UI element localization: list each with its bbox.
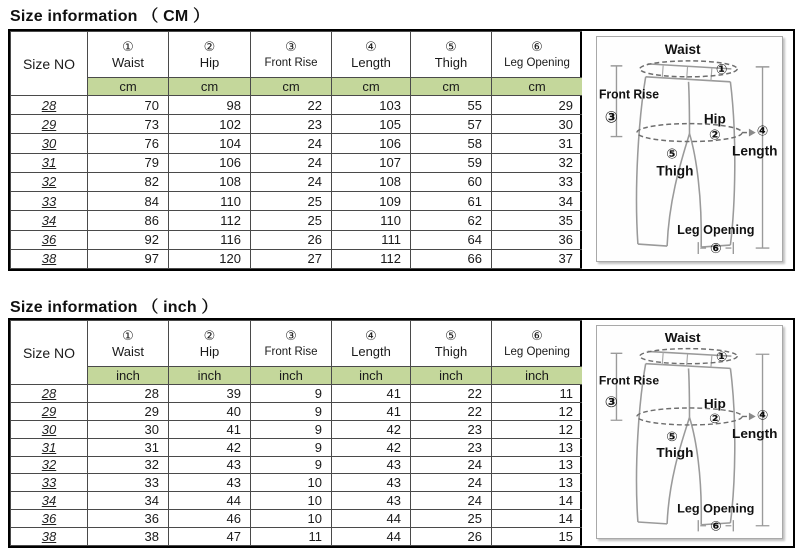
value-cell: 22 [411,402,492,420]
value-cell: 24 [411,456,492,474]
value-cell: 9 [251,420,332,438]
value-cell: 9 [251,438,332,456]
table-row [11,492,583,510]
size-no-header: Size NO [11,32,88,96]
value-cell: 106 [332,134,411,153]
table-row [11,528,583,546]
column-number-badge: ③ [285,328,297,343]
unit-cell: inch [492,367,583,385]
pants-diagram-cell-cm [582,31,793,269]
value-cell: 92 [88,230,169,249]
value-cell: 120 [169,249,251,268]
value-cell: 41 [332,385,411,403]
value-cell: 79 [88,153,169,172]
value-cell: 57 [411,115,492,134]
unit-cell: cm [332,78,411,96]
size-cell: 36 [11,510,88,528]
column-label: Length [351,344,391,359]
size-cell: 32 [11,172,88,191]
table-row [11,172,583,191]
value-cell: 66 [411,249,492,268]
diagram-front-rise-label: Front Rise [598,373,660,388]
value-cell: 82 [88,172,169,191]
value-cell: 110 [169,192,251,211]
value-cell: 30 [492,115,583,134]
value-cell: 37 [492,249,583,268]
table-row [11,420,583,438]
table-row [11,456,583,474]
value-cell: 43 [169,456,251,474]
table-row [11,438,583,456]
diagram-waist-num: ① [715,61,728,78]
value-cell: 26 [411,528,492,546]
value-cell: 13 [492,438,583,456]
value-cell: 44 [332,528,411,546]
diagram-waist-num: ① [715,350,728,365]
value-cell: 34 [492,192,583,211]
column-number-badge: ⑤ [445,328,457,343]
value-cell: 25 [251,192,332,211]
table-row [11,230,583,249]
unit-cell: cm [251,78,332,96]
column-number-badge: ② [203,328,216,343]
pants-diagram-inch [596,325,783,539]
value-cell: 10 [251,474,332,492]
size-cell: 28 [11,385,88,403]
diagram-front-rise-num: ③ [604,107,618,127]
value-cell: 38 [88,528,169,546]
value-cell: 31 [88,438,169,456]
value-cell: 64 [411,230,492,249]
value-cell: 104 [169,134,251,153]
value-cell: 61 [411,192,492,211]
column-header [411,321,492,367]
size-table-cm [10,31,583,269]
value-cell: 84 [88,192,169,211]
unit-cell: cm [411,78,492,96]
value-cell: 112 [169,211,251,230]
diagram-front-rise-label: Front Rise [598,87,660,102]
column-label: Front Rise [264,57,318,69]
diagram-leg-opening-num: ⑥ [710,240,722,258]
value-cell: 24 [251,134,332,153]
diagram-length-label: Length [732,426,778,442]
value-cell: 25 [411,510,492,528]
value-cell: 25 [251,211,332,230]
column-header [492,32,583,78]
size-cell: 31 [11,153,88,172]
value-cell: 42 [332,420,411,438]
table-row [11,211,583,230]
diagram-waist-label: Waist [664,330,701,345]
diagram-hip-num: ② [709,127,721,144]
diagram-leg-opening-num: ⑥ [710,519,722,535]
value-cell: 22 [251,96,332,115]
column-label: Hip [199,344,220,359]
value-cell: 9 [251,385,332,403]
value-cell: 9 [251,456,332,474]
value-cell: 98 [169,96,251,115]
value-cell: 47 [169,528,251,546]
size-table-inch [10,320,583,546]
column-header [492,321,583,367]
diagram-hip-label: Hip [703,396,726,411]
table-row [11,385,583,403]
value-cell: 41 [332,402,411,420]
size-cell: 32 [11,456,88,474]
value-cell: 108 [332,172,411,191]
value-cell: 14 [492,510,583,528]
pants-diagram-cm [596,36,783,262]
value-cell: 76 [88,134,169,153]
value-cell: 39 [169,385,251,403]
value-cell: 12 [492,402,583,420]
size-cell: 36 [11,230,88,249]
unit-cell: inch [251,367,332,385]
value-cell: 10 [251,510,332,528]
value-cell: 43 [332,456,411,474]
diagram-leg-opening-label: Leg Opening [677,501,755,516]
unit-cell: inch [88,367,169,385]
value-cell: 23 [251,115,332,134]
diagram-length-num: ④ [756,408,769,424]
value-cell: 32 [88,456,169,474]
pants-measurement-diagram [597,37,782,261]
value-cell: 40 [169,402,251,420]
pants-measurement-diagram [597,326,782,538]
value-cell: 109 [332,192,411,211]
column-label: Thigh [434,55,468,70]
column-label: Waist [111,55,145,70]
diagram-front-rise-num: ③ [604,393,618,411]
unit-cell: inch [411,367,492,385]
value-cell: 70 [88,96,169,115]
section-title-cm: Size information （ CM ） [10,8,210,25]
unit-cell: inch [169,367,251,385]
diagram-waist-label: Waist [664,41,701,57]
table-row [11,96,583,115]
table-row [11,510,583,528]
value-cell: 22 [411,385,492,403]
column-number-badge: ④ [365,39,377,54]
table-row [11,249,583,268]
column-label: Leg Opening [504,57,570,69]
column-number-badge: ⑤ [445,39,457,54]
size-cell: 28 [11,96,88,115]
value-cell: 41 [169,420,251,438]
table-row [11,402,583,420]
value-cell: 23 [411,420,492,438]
value-cell: 103 [332,96,411,115]
value-cell: 86 [88,211,169,230]
value-cell: 44 [332,510,411,528]
size-cell: 34 [11,211,88,230]
column-label: Hip [199,55,220,70]
value-cell: 46 [169,510,251,528]
value-cell: 73 [88,115,169,134]
value-cell: 12 [492,420,583,438]
value-cell: 28 [88,385,169,403]
column-number-badge: ④ [365,328,377,343]
column-header [169,32,251,78]
value-cell: 31 [492,134,583,153]
size-table-inch-section [8,318,795,548]
size-table-cm-section [8,29,795,271]
value-cell: 34 [88,492,169,510]
value-cell: 26 [251,230,332,249]
value-cell: 42 [332,438,411,456]
column-label: Front Rise [264,346,318,358]
value-cell: 13 [492,456,583,474]
value-cell: 11 [492,385,583,403]
diagram-length-num: ④ [756,123,769,140]
size-cell: 34 [11,492,88,510]
unit-cell: cm [88,78,169,96]
value-cell: 44 [169,492,251,510]
unit-cell: cm [169,78,251,96]
column-header [411,32,492,78]
column-header [88,321,169,367]
unit-cell: cm [492,78,583,96]
diagram-hip-label: Hip [703,111,726,127]
value-cell: 15 [492,528,583,546]
table-row [11,474,583,492]
size-cell: 38 [11,528,88,546]
value-cell: 105 [332,115,411,134]
value-cell: 43 [332,492,411,510]
value-cell: 23 [411,438,492,456]
column-header [332,321,411,367]
value-cell: 43 [332,474,411,492]
value-cell: 43 [169,474,251,492]
value-cell: 59 [411,153,492,172]
column-header [251,321,332,367]
column-label: Waist [111,344,145,359]
value-cell: 108 [169,172,251,191]
value-cell: 9 [251,402,332,420]
value-cell: 58 [411,134,492,153]
value-cell: 62 [411,211,492,230]
value-cell: 116 [169,230,251,249]
section-title-inch: Size information （ inch ） [10,299,218,316]
value-cell: 11 [251,528,332,546]
diagram-hip-num: ② [709,412,721,427]
diagram-leg-opening-label: Leg Opening [677,221,755,238]
size-cell: 29 [11,402,88,420]
column-number-badge: ① [122,328,134,343]
column-header [251,32,332,78]
size-cell: 30 [11,420,88,438]
value-cell: 14 [492,492,583,510]
value-cell: 106 [169,153,251,172]
value-cell: 60 [411,172,492,191]
value-cell: 24 [411,492,492,510]
column-number-badge: ⑥ [531,328,543,343]
column-header [169,321,251,367]
value-cell: 32 [492,153,583,172]
value-cell: 111 [332,230,411,249]
diagram-thigh-label: Thigh [656,445,694,460]
size-cell: 33 [11,474,88,492]
table-row [11,153,583,172]
column-header [88,32,169,78]
value-cell: 35 [492,211,583,230]
size-table-cm-grid [10,31,582,269]
size-cell: 30 [11,134,88,153]
value-cell: 110 [332,211,411,230]
column-number-badge: ⑥ [531,39,543,54]
value-cell: 29 [492,96,583,115]
diagram-thigh-label: Thigh [656,163,694,179]
value-cell: 24 [251,172,332,191]
size-cell: 31 [11,438,88,456]
column-label: Leg Opening [504,346,570,358]
column-number-badge: ① [122,39,134,54]
size-cell: 29 [11,115,88,134]
value-cell: 102 [169,115,251,134]
value-cell: 112 [332,249,411,268]
diagram-thigh-num: ⑤ [666,430,678,445]
column-header [332,32,411,78]
value-cell: 29 [88,402,169,420]
table-row [11,134,583,153]
value-cell: 36 [492,230,583,249]
pants-diagram-cell-inch [582,320,793,546]
size-table-inch-grid [10,320,582,546]
value-cell: 10 [251,492,332,510]
size-cell: 33 [11,192,88,211]
column-label: Thigh [434,344,468,359]
value-cell: 30 [88,420,169,438]
value-cell: 97 [88,249,169,268]
unit-cell: inch [332,367,411,385]
value-cell: 13 [492,474,583,492]
value-cell: 33 [492,172,583,191]
diagram-length-label: Length [732,143,778,159]
value-cell: 27 [251,249,332,268]
value-cell: 24 [251,153,332,172]
value-cell: 42 [169,438,251,456]
size-no-header: Size NO [11,321,88,385]
value-cell: 24 [411,474,492,492]
value-cell: 33 [88,474,169,492]
diagram-thigh-num: ⑤ [666,146,678,163]
size-cell: 38 [11,249,88,268]
table-row [11,115,583,134]
value-cell: 36 [88,510,169,528]
table-row [11,192,583,211]
value-cell: 55 [411,96,492,115]
column-number-badge: ③ [285,39,297,54]
value-cell: 107 [332,153,411,172]
column-number-badge: ② [203,39,216,54]
column-label: Length [351,55,391,70]
